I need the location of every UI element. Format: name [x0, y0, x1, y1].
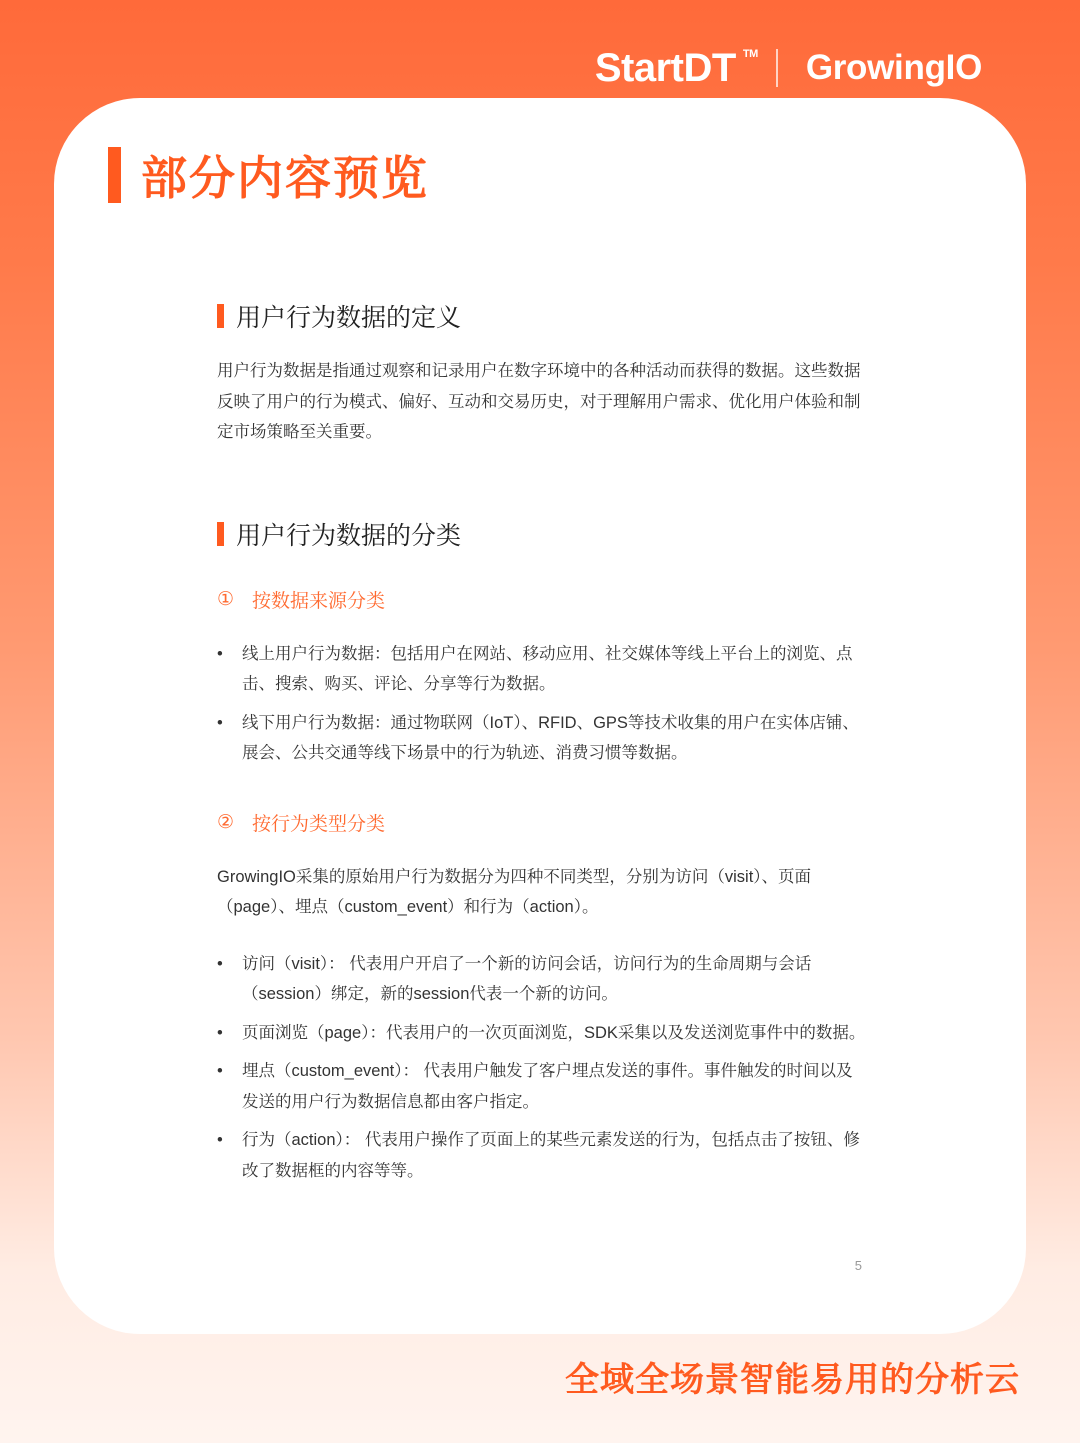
definition-paragraph: 用户行为数据是指通过观察和记录用户在数字环境中的各种活动而获得的数据。这些数据反映了用户的行为模式、偏好、互动和交易历史，对于理解用户需求、优化用户体验和制定市场策略至关重要。: [217, 362, 861, 441]
list-item: [217, 949, 867, 1010]
growingio-logo: GrowingIO: [805, 48, 982, 87]
trademark-mark: TM: [742, 47, 758, 60]
title-accent-bar: [108, 147, 121, 203]
bullet-dot: •: [217, 713, 223, 732]
bullet-dot: •: [217, 644, 223, 663]
type-bullet-list: [217, 949, 867, 1187]
startdt-logo-text: StartDT: [594, 45, 736, 90]
heading-accent-bar: [217, 522, 224, 546]
list-item: [217, 639, 867, 700]
page-number: 5: [854, 1258, 862, 1273]
section-heading-definition: [217, 298, 867, 334]
bullet-dot: •: [217, 1023, 223, 1042]
content-card: [54, 98, 1026, 1334]
section-heading-text: 用户行为数据的分类: [236, 521, 462, 550]
list-item-text: 线下用户行为数据：通过物联网（IoT）、RFID、GPS等技术收集的用户在实体店铺、展会、公共交通等线下场景中的行为轨迹、消费习惯等数据。: [242, 713, 859, 762]
circled-number: ②: [217, 811, 235, 833]
section-heading-classification: [217, 516, 867, 552]
bullet-dot: •: [217, 1131, 223, 1149]
sub-heading-text: 按行为类型分类: [252, 813, 386, 835]
footer-slogan: 全域全场景智能易用的分析云: [565, 1361, 1020, 1399]
list-item: [217, 1125, 867, 1186]
sub-heading-by-source: [217, 586, 867, 613]
list-item: [217, 1018, 867, 1049]
list-item-text: 行为（action）： 代表用户操作了页面上的某些元素发送的行为，包括点击了按钮、修改了数据框的内容等等。: [242, 1131, 860, 1180]
sub-heading-text: 按数据来源分类: [252, 590, 386, 612]
page-title-block: [108, 142, 429, 208]
source-bullet-list: [217, 639, 867, 769]
list-item-text: 埋点（custom_event）： 代表用户触发了客户埋点发送的事件。事件触发的时间以及发送的用户行为数据信息都由客户指定。: [242, 1062, 853, 1111]
sub-heading-by-type: [217, 809, 867, 836]
bullet-dot: •: [217, 1062, 223, 1080]
heading-accent-bar: [217, 304, 224, 328]
circled-number: ①: [217, 588, 235, 610]
brand-bar: [595, 40, 982, 96]
page-title: 部分内容预览: [141, 152, 429, 204]
type-intro-paragraph: GrowingIO采集的原始用户行为数据分为四种不同类型，分别为访问（visit）、页面（page）、埋点（custom_event）和行为（action）。: [217, 867, 812, 916]
list-item-text: 页面浏览（page）：代表用户的一次页面浏览，SDK采集以及发送浏览事件中的数据。: [242, 1023, 866, 1042]
list-item-text: 线上用户行为数据：包括用户在网站、移动应用、社交媒体等线上平台上的浏览、点击、搜索、购买、评论、分享等行为数据。: [242, 644, 853, 693]
bullet-dot: •: [217, 954, 223, 973]
brand-divider: [776, 49, 778, 87]
list-item: [217, 708, 867, 769]
list-item: [217, 1056, 867, 1117]
section-heading-text: 用户行为数据的定义: [236, 304, 462, 332]
list-item-text: 访问（visit）： 代表用户开启了一个新的访问会话，访问行为的生命周期与会话（session）绑定，新的session代表一个新的访问。: [242, 954, 812, 1003]
document-body: [217, 298, 867, 1186]
startdt-logo: [594, 45, 758, 91]
